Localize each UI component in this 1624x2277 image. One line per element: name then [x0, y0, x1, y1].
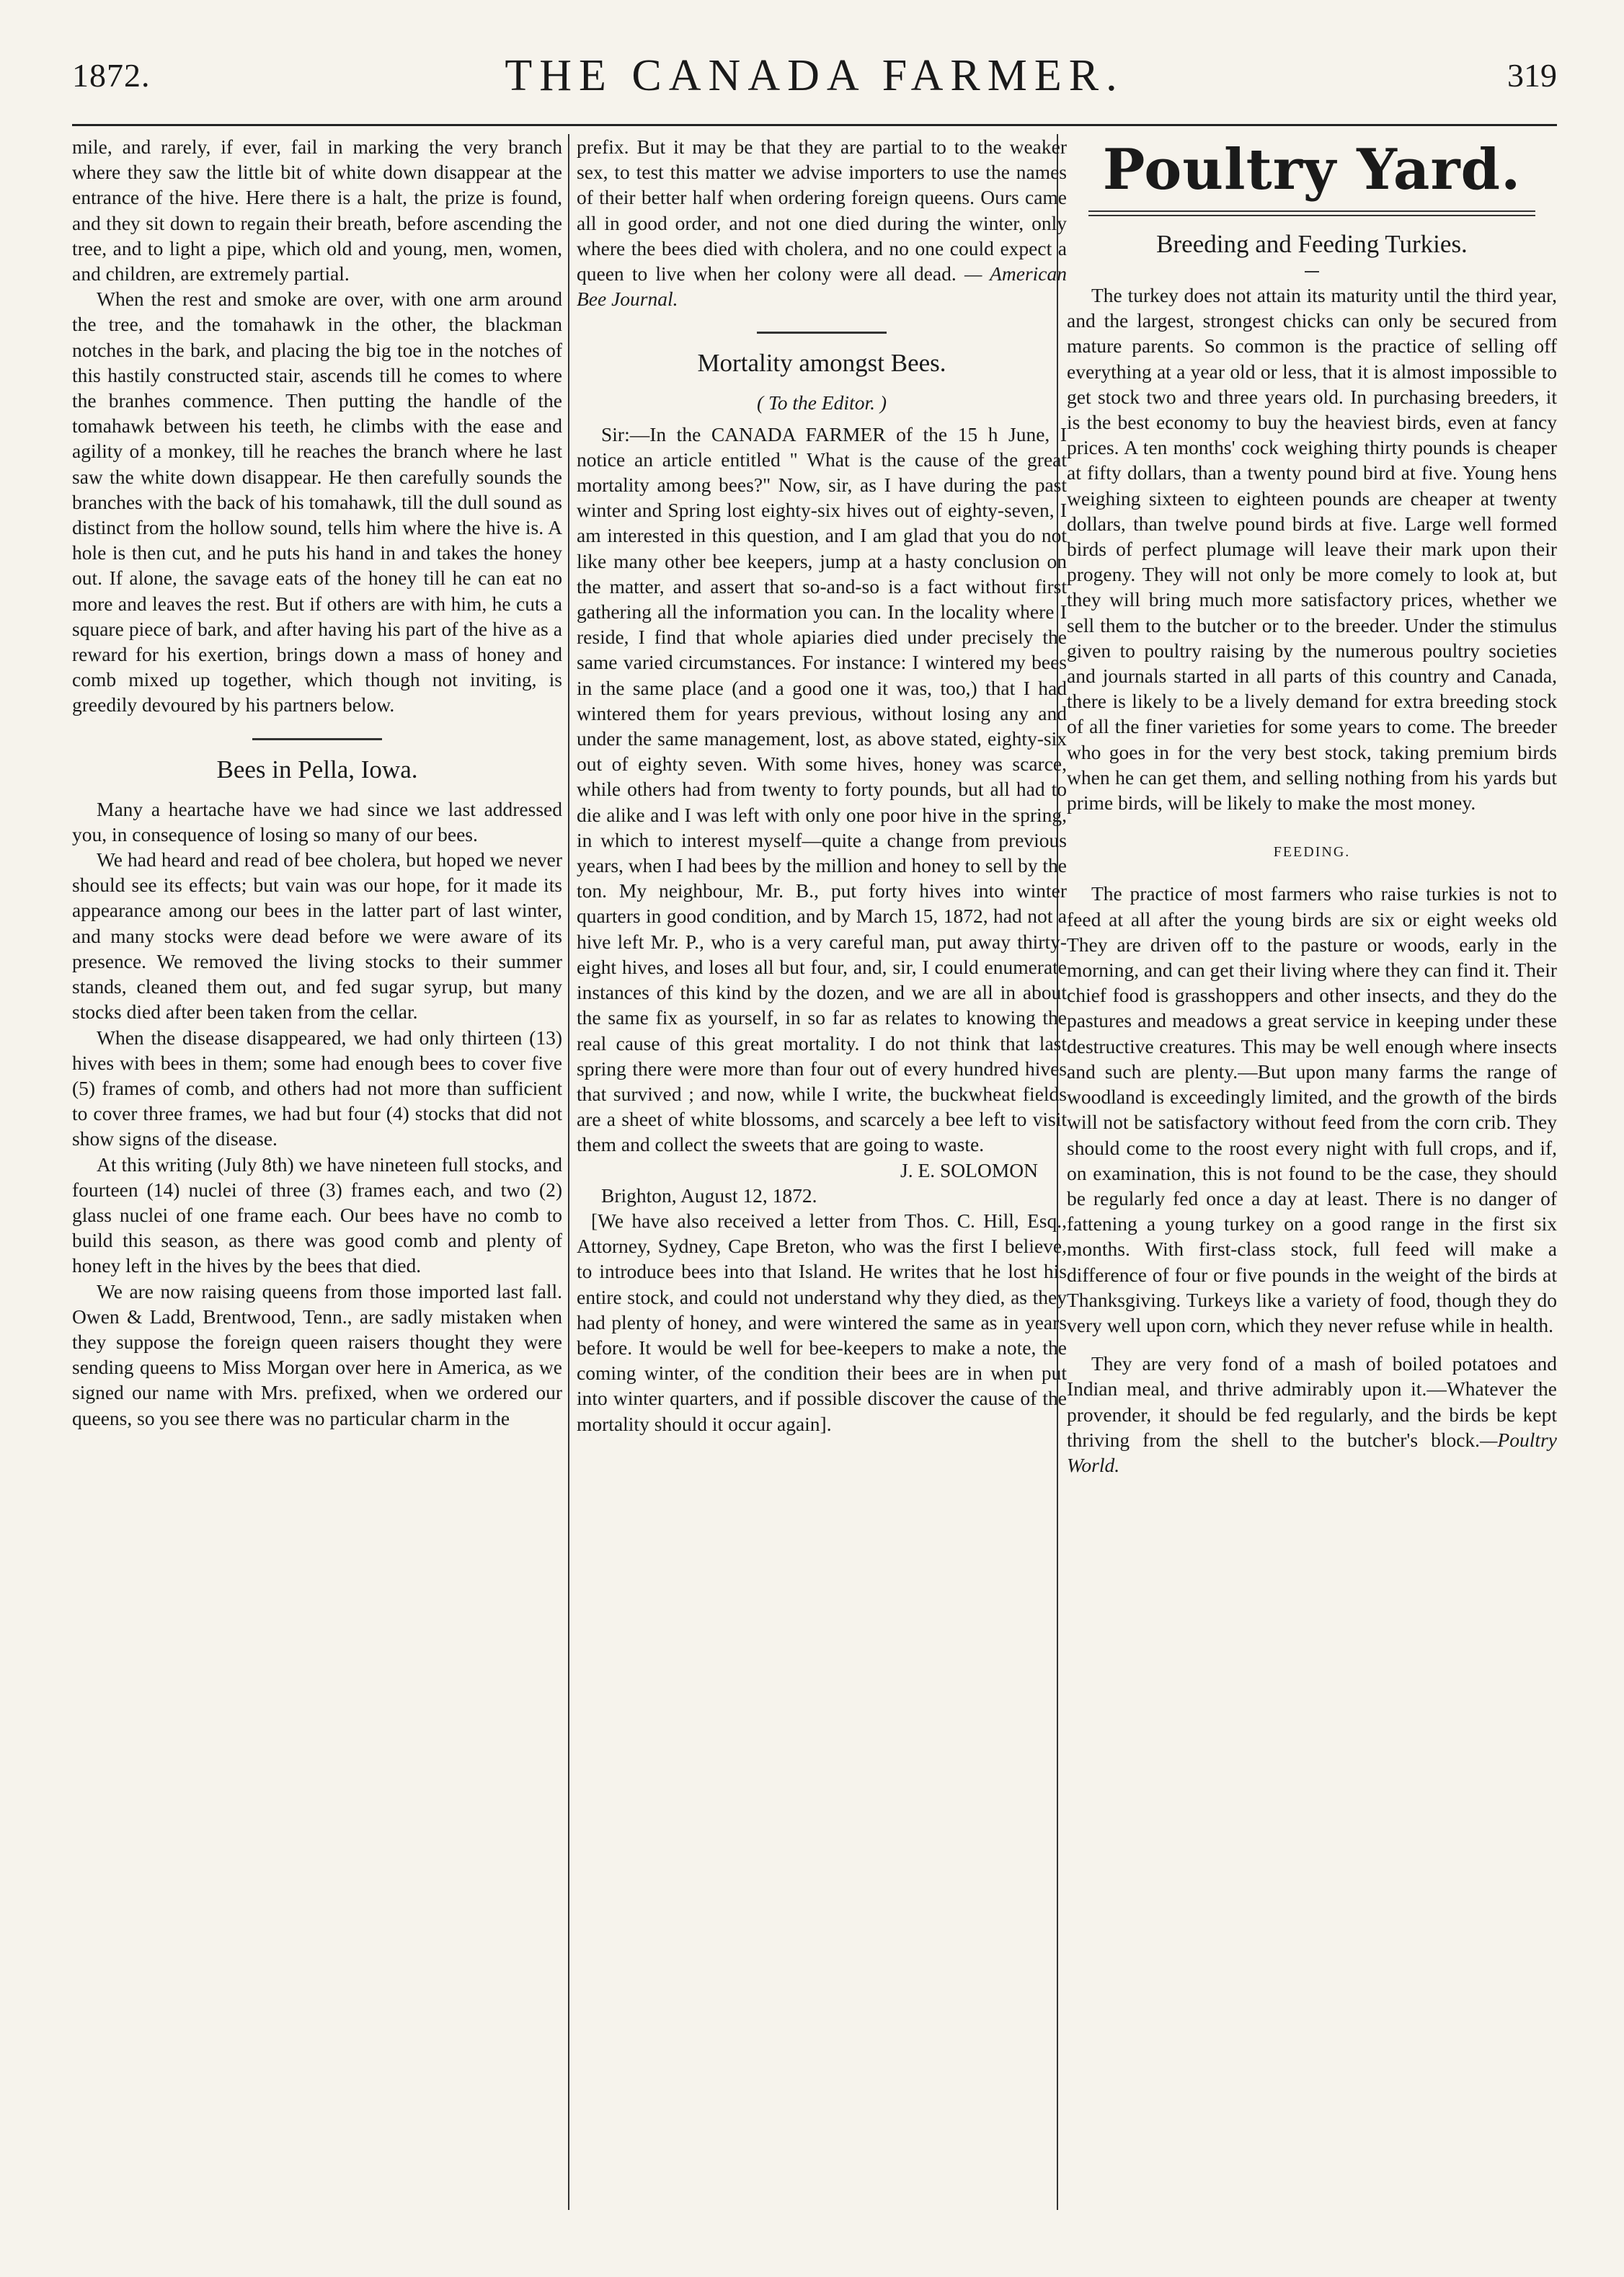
section-title-poultry-yard: Poultry Yard.	[1102, 137, 1522, 203]
page-number: 319	[1507, 57, 1557, 94]
section-separator	[757, 332, 887, 334]
heading-dash	[1305, 271, 1319, 272]
letter-signature: J. E. SOLOMON	[900, 1158, 1038, 1181]
section-title-rule	[1088, 210, 1535, 216]
masthead	[72, 50, 1557, 108]
article-text: They are very fond of a mash of boiled potatoes and Indian meal, and thrive admirably upon it.—Whatever the provender, it should be fed regularly, and the birds be kept thriving from the shell to the butcher's block.	[1067, 1352, 1557, 1451]
newspaper-title: THE CANADA FARMER.	[505, 51, 1124, 100]
article-paragraph: Many a heartache have we had since we last addressed you, in consequence of losing so many of our bees.	[72, 797, 562, 845]
article-credit: —Poultry World.	[1067, 1428, 1557, 1476]
header-rule	[72, 124, 1557, 126]
article-paragraph: When the disease disappeared, we had only thirteen (13) hives with bees in them; some had enough bees to cover five (5) frames of comb, and others had not more than sufficient to cover three frames, we had but four (4) stocks that did not show signs of the disease.	[72, 1026, 562, 1150]
editor-note: [We have also received a letter from Thos. C. Hill, Esq., Attorney, Sydney, Cape Breton, who was the first I believe, to introduce bees into that Island. He writes that he lost his entire stock, and could not understand why they died, as they had plenty of honey, and were wintered the same as in years before. It would be well for bee-keepers to make a note, the coming winter, of the condition their bees are in when put into winter quarters, and if possible discover the cause of the mortality should it occur again].	[577, 1209, 1067, 1435]
article-paragraph: mile, and rarely, if ever, fail in marking the very branch where they saw the little bit of white down disappear at the entrance of the hive. Here there is a halt, the prize is found, and they sit down to regain their breath, before ascending the tree, and to light a pipe, which old and young, men, women, and children, are extremely partial.	[72, 136, 562, 285]
letter-body: Sir:—In the CANADA FARMER of the 15 h June, I notice an article entitled " What is the cause of the great mortality among bees?" Now, sir, as I have during the past winter and Spring lost eighty-six hives out of eighty-seven, I am interested in this question, and I am glad that you do not like many other bee keepers, jump at a hasty conclusion on the matter, and assert that so-and-so is a fact without first gathering all the information you can. In the locality where I reside, I find that whole apiaries died under precisely the same varied circumstances. For instance: I wintered my bees in the same place (and a good one it was, too,) that I had wintered them for years previous, without losing any and under the same management, lost, as above stated, eighty-six out of eighty seven. With some hives, honey was scarce, while others had from twenty to forty pounds, but all had to die alike and I was left with only one poor hive in the spring, in which to interest myself—quite a change from previous years, when I had bees by the million and honey to sell by the ton. My neighbour, Mr. B., put forty hives into winter quarters in good condition, and by March 15, 1872, had not a hive left Mr. P., who is a very careful man, put away thirty-eight hives, and loses all but four, and, sir, I could enumerate instances of this kind by the dozen, and we are all in about the same fix as yourself, in so far as relates to knowing the real cause of this great mortality. I do not think that last spring there were more than four out of every hundred hives that survived ; and now, while I write, the buckwheat fields are a sheet of white blossoms, and scarcely a bee left to visit them and collect the sweets that are going to waste.	[577, 422, 1067, 1156]
article-paragraph	[1067, 1351, 1557, 1478]
column-2	[577, 134, 1067, 2210]
article-paragraph: The practice of most farmers who raise turkies is not to feed at all after the young birds are six or eight weeks old They are driven off to the pasture or woods, early in the morning, and can get their living where they can find it. Their chief food is grasshoppers and other insects, and they do the pastures and meadows a great service in keeping under these destructive creatures. This may be well enough where insects and such are plenty.—But upon many farms the range of woodland is exceedingly limited, and the growth of the birds will not be satisfactory without feed from the corn crib. They should come to the roost every night with full crops, and if, on examination, this is not found to be the case, they should be regularly fed once a day at least. There is no danger of fattening a young turkey on a good range in the first six months. With first-class stock, full feed will make a difference of four or five pounds in the weight of the birds at Thanksgiving. Turkeys like a variety of food, though they do very well upon corn, which they never refuse while in health.	[1067, 882, 1557, 1336]
article-paragraph: At this writing (July 8th) we have nineteen full stocks, and fourteen (14) nuclei of three (3) frames each, and two (2) glass nuclei of one frame each. Our bees have no comb to build this season, as there was good comb and plenty of honey left in the hives by the bees that died.	[72, 1153, 562, 1277]
article-heading-bees-in-pella: Bees in Pella, Iowa.	[216, 755, 418, 784]
issue-year: 1872.	[72, 57, 151, 94]
subheading-feeding: FEEDING.	[1273, 844, 1351, 861]
to-the-editor-line: ( To the Editor. )	[756, 391, 887, 414]
column-1	[72, 134, 562, 2210]
column-3	[1067, 134, 1557, 2210]
article-paragraph: The turkey does not attain its maturity until the third year, and the largest, strongest chicks can only be secured from mature parents. So common is the practice of selling off everything at a year old or less, that it is almost impossible to get stock two and three years old. In purchasing breeders, it is the best economy to buy the heaviest birds, even at fancy prices. A ten months' cock weighing thirty pounds is cheaper at fifty dollars, than a twenty pound bird at five. Young hens weighing sixteen to eighteen pounds are cheaper at twenty dollars, than twelve pound birds at five. Large well formed birds of perfect plumage will leave their mark upon their progeny. They will not only be more comely to look at, but they will bring much more satisfactory prices, whether we sell them to the butcher or to the breeder. Under the stimulus given to poultry raising by the numerous poultry societies and journals started in all parts of this country and Canada, there is likely to be a lively demand for extra breeding stock of all the finer varieties for some years to come. The breeder who goes in for the very best stock, taking premium birds when he can get them, and selling nothing from his yards but prime birds, will be likely to make the most money.	[1067, 284, 1557, 815]
article-paragraph: When the rest and smoke are over, with one arm around the tree, and the tomahawk in the other, the blackman notches in the bark, and placing the big toe in the notches of this hastily constructed stair, ascends till he comes to where the branhes commence. Then putting the handle of the tomahawk between his teeth, he climbs with the ease and agility of a monkey, till he reaches the branch where he last saw the white down disappear. He then carefully sounds the branches with the back of his tomahawk, till the dull sound as distinct from the hollow sound, tells him where the hive is. A hole is then cut, and he puts his hand in and takes the honey out. If alone, the savage eats of the honey till he can eat no more and leaves the rest. But if others are with him, he cuts a square piece of bark, and after having his part of the hive as a reward for his exertion, brings down a mass of honey and comb mixed up together, which though not inviting, is greedily devoured by his partners below.	[72, 288, 562, 716]
article-paragraph: We had heard and read of bee cholera, but hoped we never should see its effects; but vain was our hope, for it made its appearance among our bees in the latter part of last winter, and many stocks were dead before we were aware of its presence. We removed the living stocks to their summer stands, cleaned them out, and fed sugar syrup, but many stocks died after been taken from the cellar.	[72, 848, 562, 1024]
article-text: prefix. But it may be that they are partial to to the weaker sex, to test this matter we advise importers to use the names of their better half when ordering foreign queens. Ours came all in good order, and not one died during the winter, only where the bees died with cholera, and no one could expect a queen to live when her colony were all dead.	[577, 136, 1067, 285]
article-paragraph	[577, 134, 1067, 311]
article-paragraph: We are now raising queens from those imported last fall. Owen & Ladd, Brentwood, Tenn., are sadly mistaken when they suppose the foreign queen raisers thought they were sending queens to Miss Morgan over here in America, as we signed our name with Mrs. prefixed, when we ordered our queens, so you see there was no particular charm in the	[72, 1279, 562, 1429]
article-heading-turkies: Breeding and Feeding Turkies.	[1156, 230, 1468, 258]
column-divider-1	[568, 134, 569, 2210]
section-separator	[252, 738, 382, 740]
letter-place-date: Brighton, August 12, 1872.	[601, 1184, 817, 1207]
article-credit: — American Bee Journal.	[577, 262, 1067, 311]
article-heading-mortality-amongst-bees: Mortality amongst Bees.	[697, 349, 946, 378]
